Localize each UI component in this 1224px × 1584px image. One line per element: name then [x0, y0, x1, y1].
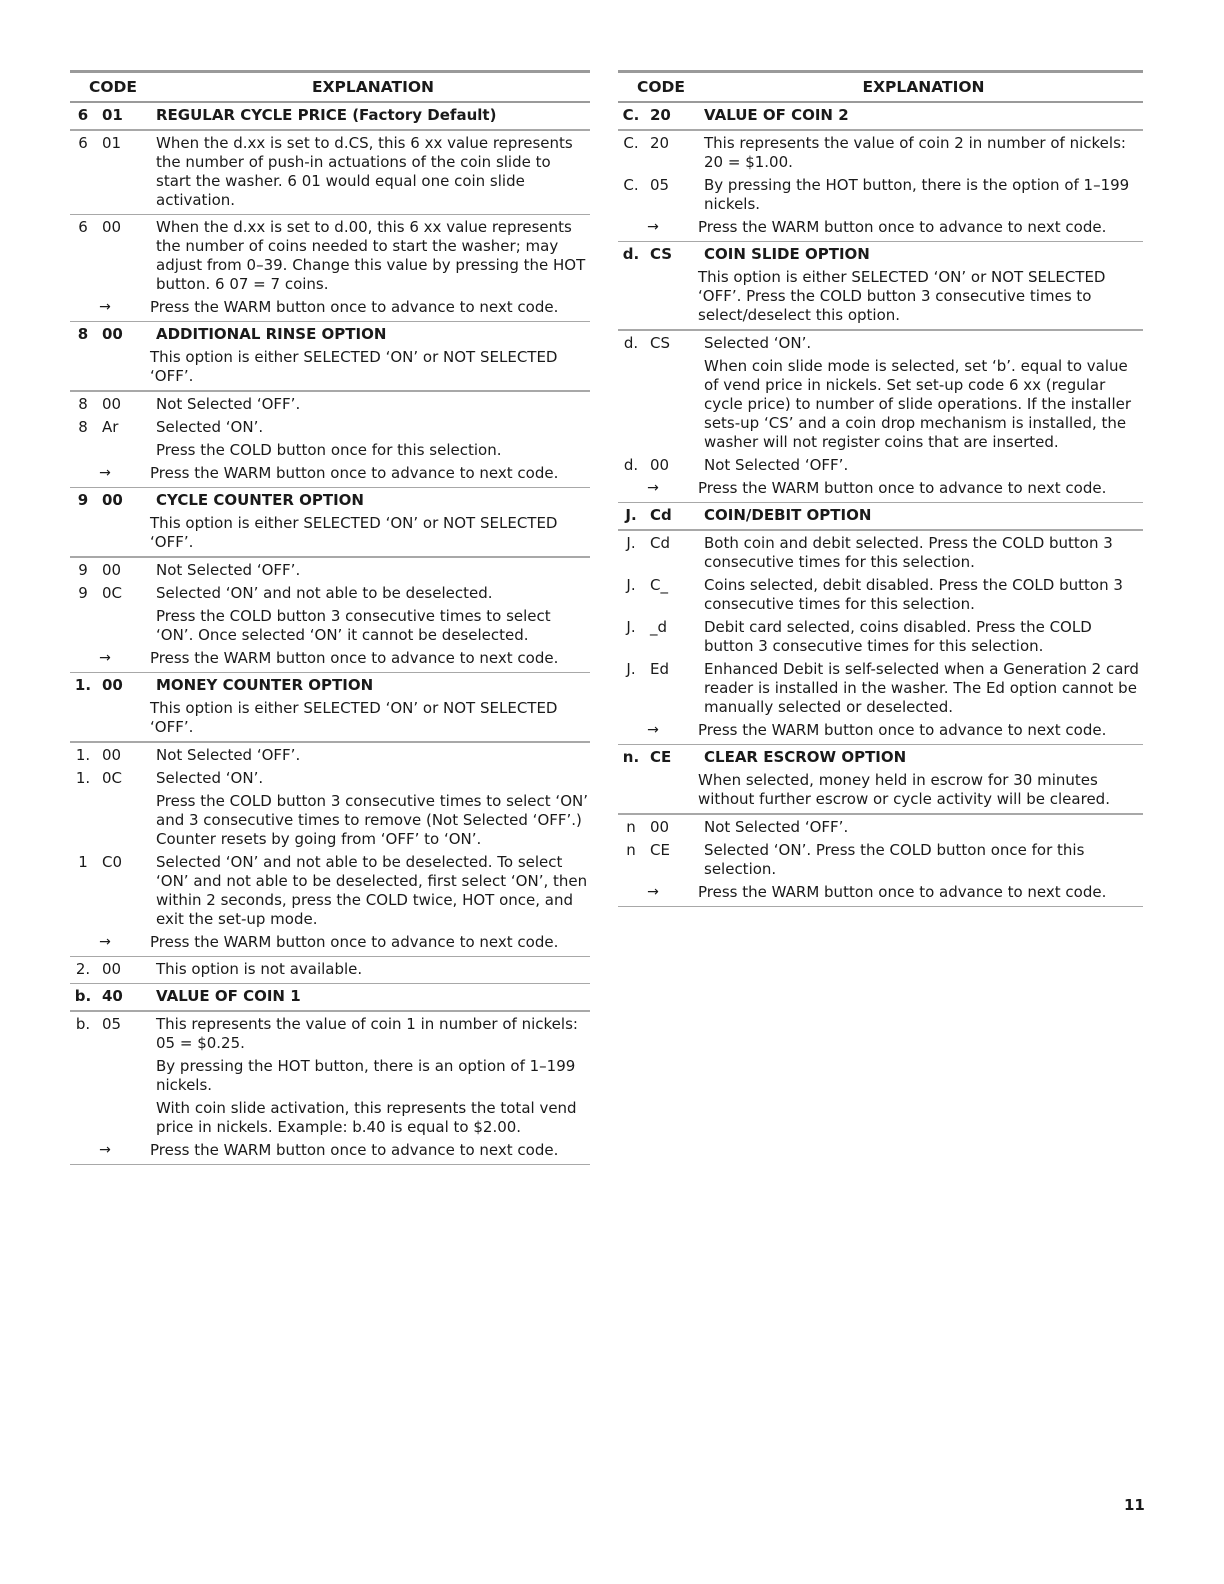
option-section — [70, 491, 590, 558]
code-row — [70, 561, 590, 580]
code-value: Ar — [102, 418, 119, 436]
code-row — [618, 576, 1143, 614]
advance-row — [70, 464, 590, 483]
advance-instruction: Press the WARM button once to advance to next code. — [150, 464, 559, 482]
code-explanation: This represents the value of coin 1 in number of nickels: 05 = $0.25. — [156, 1015, 578, 1052]
section-title-row — [70, 491, 590, 510]
option-section — [618, 245, 1143, 331]
code-prefix: J. — [626, 618, 636, 636]
code-explanation: When the d.xx is set to d.00, this 6 xx value represents the number of coins needed to start the washer; may adjust from 0–39. Change this value by pressing the HOT button. 6 07 = 7 coins. — [156, 218, 586, 293]
code-explanation: With coin slide activation, this represents the total vend price in nickels. Example: b.40 is equal to $2.00. — [156, 1099, 577, 1136]
section-title-row — [618, 506, 1143, 525]
option-description: This option is either SELECTED ‘ON’ or NOT SELECTED ‘OFF’. — [150, 514, 558, 551]
advance-row — [70, 649, 590, 668]
code-explanation: Press the COLD button once for this selection. — [156, 441, 502, 459]
code-row — [70, 418, 590, 437]
option-title: MONEY COUNTER OPTION — [156, 676, 374, 694]
code-prefix: n — [626, 841, 636, 859]
code-header: CODE — [636, 78, 685, 96]
code-value: CS — [650, 334, 670, 352]
section-title-row — [70, 676, 590, 695]
code-value: 00 — [102, 491, 123, 509]
code-group — [70, 218, 590, 322]
code-prefix — [70, 1057, 96, 1095]
code-row — [618, 660, 1143, 717]
code-row — [70, 792, 590, 849]
code-prefix: b. — [74, 987, 92, 1005]
advance-row — [70, 298, 590, 317]
option-description: This option is either SELECTED ‘ON’ or NOT SELECTED ‘OFF’. — [150, 348, 558, 385]
code-group — [618, 134, 1143, 242]
code-row — [70, 746, 590, 765]
advance-instruction: Press the WARM button once to advance to next code. — [698, 883, 1107, 901]
code-prefix: J. — [625, 506, 637, 524]
code-value: 01 — [102, 106, 123, 124]
code-prefix: 1 — [78, 853, 88, 871]
code-group — [70, 395, 590, 488]
code-explanation: By pressing the HOT button, there is the option of 1–199 nickels. — [704, 176, 1130, 213]
code-prefix — [70, 607, 96, 645]
code-prefix — [618, 357, 644, 452]
option-section — [618, 506, 1143, 531]
code-row — [70, 218, 590, 294]
code-explanation: Both coin and debit selected. Press the COLD button 3 consecutive times for this selection. — [704, 534, 1113, 571]
left-code-table — [70, 70, 590, 1165]
code-prefix: 6 — [77, 106, 89, 124]
advance-instruction: Press the WARM button once to advance to next code. — [150, 933, 559, 951]
option-description: This option is either SELECTED ‘ON’ or NOT SELECTED ‘OFF’. Press the COLD button 3 consecutive times to select/deselect this option. — [698, 268, 1106, 324]
table-header — [70, 70, 590, 103]
code-explanation: When coin slide mode is selected, set ‘b’. equal to value of vend price in nickels. Set set-up code 6 xx (regular cycle price) to number of slide operations. If the installer sets-up ‘CS’ and a coin drop mechanism is installed, the washer will not register coins that are inserted. — [704, 357, 1132, 451]
option-section — [70, 676, 590, 743]
code-row — [618, 618, 1143, 656]
code-explanation: Selected ‘ON’. Press the COLD button once for this selection. — [704, 841, 1085, 878]
code-explanation: This option is not available. — [156, 960, 363, 978]
code-value: C_ — [650, 576, 668, 594]
code-value — [96, 1057, 146, 1095]
code-value: 00 — [102, 395, 122, 413]
option-title: ADDITIONAL RINSE OPTION — [156, 325, 387, 343]
code-row — [70, 1099, 590, 1137]
code-row — [70, 1015, 590, 1053]
code-prefix: n — [626, 818, 636, 836]
code-explanation: By pressing the HOT button, there is an option of 1–199 nickels. — [156, 1057, 576, 1094]
explanation-header: EXPLANATION — [862, 78, 985, 96]
code-row — [70, 960, 590, 979]
arrow-icon: → — [99, 465, 111, 481]
code-value: CE — [650, 748, 672, 766]
option-description-row — [70, 699, 590, 737]
arrow-icon: → — [647, 480, 659, 496]
code-value: 00 — [102, 561, 122, 579]
code-value: 05 — [650, 176, 670, 194]
option-section — [618, 748, 1143, 815]
code-prefix: 9 — [77, 491, 89, 509]
code-prefix: 8 — [77, 325, 89, 343]
code-header: CODE — [88, 78, 137, 96]
code-prefix: 2. — [75, 960, 91, 978]
advance-instruction: Press the WARM button once to advance to next code. — [698, 218, 1107, 236]
option-title: VALUE OF COIN 2 — [704, 106, 849, 124]
code-value: CS — [650, 245, 673, 263]
code-row — [70, 769, 590, 788]
code-explanation: Selected ‘ON’. — [156, 418, 264, 436]
code-prefix: 1. — [75, 769, 91, 787]
code-prefix: C. — [622, 106, 640, 124]
code-value: 20 — [650, 134, 670, 152]
code-prefix: n. — [622, 748, 640, 766]
code-explanation: Selected ‘ON’ and not able to be deselected. — [156, 584, 493, 602]
option-title: COIN SLIDE OPTION — [704, 245, 870, 263]
code-row — [618, 357, 1143, 452]
code-group — [618, 334, 1143, 503]
code-value: 00 — [102, 218, 122, 236]
code-value — [96, 792, 146, 849]
code-row — [618, 841, 1143, 879]
code-prefix: J. — [626, 534, 636, 552]
option-section — [618, 106, 1143, 131]
code-value: 0C — [102, 584, 123, 602]
option-title: VALUE OF COIN 1 — [156, 987, 301, 1005]
code-prefix — [70, 792, 96, 849]
code-value: 00 — [650, 456, 670, 474]
section-title-row — [70, 987, 590, 1006]
code-group — [618, 534, 1143, 745]
code-value: 00 — [102, 325, 123, 343]
arrow-icon: → — [647, 219, 659, 235]
code-prefix — [70, 1099, 96, 1137]
code-value: Ed — [650, 660, 669, 678]
code-prefix: d. — [622, 245, 640, 263]
option-title: REGULAR CYCLE PRICE (Factory Default) — [156, 106, 497, 124]
advance-instruction: Press the WARM button once to advance to next code. — [150, 649, 559, 667]
option-title: COIN/DEBIT OPTION — [704, 506, 872, 524]
code-value: Cd — [650, 506, 672, 524]
code-row — [618, 176, 1143, 214]
code-explanation: Press the COLD button 3 consecutive times to select ‘ON’. Once selected ‘ON’ it cannot be deselected. — [156, 607, 551, 644]
spacer — [70, 699, 140, 737]
code-value: 0C — [102, 769, 123, 787]
code-explanation: Enhanced Debit is self-selected when a Generation 2 card reader is installed in the washer. The Ed option cannot be manually selected or deselected. — [704, 660, 1139, 716]
option-section — [70, 106, 590, 131]
arrow-icon: → — [99, 299, 111, 315]
section-title-row — [618, 245, 1143, 264]
arrow-icon: → — [647, 884, 659, 900]
code-explanation: Selected ‘ON’. — [704, 334, 812, 352]
advance-instruction: Press the WARM button once to advance to next code. — [698, 721, 1107, 739]
advance-row — [70, 1141, 590, 1160]
code-explanation: This represents the value of coin 2 in number of nickels: 20 = $1.00. — [704, 134, 1126, 171]
arrow-icon: → — [647, 722, 659, 738]
code-prefix: 1. — [74, 676, 92, 694]
code-prefix: 9 — [78, 561, 88, 579]
page-number: 11 — [1124, 1496, 1145, 1514]
code-prefix: C. — [623, 134, 639, 152]
code-group — [70, 1015, 590, 1165]
code-explanation: Press the COLD button 3 consecutive times to select ‘ON’ and 3 consecutive times to remove (Not Selected ‘OFF’.) Counter resets by going from ‘OFF’ to ‘ON’. — [156, 792, 588, 848]
code-prefix: 9 — [78, 584, 88, 602]
code-explanation: Not Selected ‘OFF’. — [156, 561, 301, 579]
advance-instruction: Press the WARM button once to advance to next code. — [150, 298, 559, 316]
code-value — [96, 607, 146, 645]
code-prefix: 8 — [78, 395, 88, 413]
code-row — [618, 134, 1143, 172]
advance-row — [618, 479, 1143, 498]
code-explanation: Not Selected ‘OFF’. — [156, 395, 301, 413]
code-value: 20 — [650, 106, 671, 124]
code-row — [70, 134, 590, 210]
code-prefix: J. — [626, 576, 636, 594]
code-row — [618, 818, 1143, 837]
table-header — [618, 70, 1143, 103]
code-prefix: d. — [623, 456, 639, 474]
arrow-icon: → — [99, 650, 111, 666]
section-title-row — [618, 106, 1143, 125]
option-section — [70, 987, 590, 1012]
code-row — [70, 395, 590, 414]
code-prefix: b. — [75, 1015, 91, 1033]
code-prefix: J. — [626, 660, 636, 678]
code-value: 05 — [102, 1015, 122, 1033]
code-prefix: C. — [623, 176, 639, 194]
option-description: This option is either SELECTED ‘ON’ or NOT SELECTED ‘OFF’. — [150, 699, 558, 736]
code-prefix: 6 — [78, 218, 88, 236]
spacer — [70, 514, 140, 552]
code-value — [644, 357, 694, 452]
section-title-row — [70, 106, 590, 125]
option-description-row — [618, 268, 1143, 325]
option-title: CLEAR ESCROW OPTION — [704, 748, 907, 766]
code-explanation: Debit card selected, coins disabled. Press the COLD button 3 consecutive times for this selection. — [704, 618, 1092, 655]
code-explanation: Not Selected ‘OFF’. — [156, 746, 301, 764]
code-value — [96, 441, 146, 460]
code-prefix: d. — [623, 334, 639, 352]
code-prefix: 1. — [75, 746, 91, 764]
code-prefix: 6 — [78, 134, 88, 152]
option-description: When selected, money held in escrow for 30 minutes without further escrow or cycle activity will be cleared. — [698, 771, 1110, 808]
code-group — [70, 134, 590, 215]
code-explanation: When the d.xx is set to d.CS, this 6 xx value represents the number of push-in actuations of the coin slide to start the washer. 6 01 would equal one coin slide activation. — [156, 134, 573, 209]
code-row — [618, 334, 1143, 353]
option-description-row — [70, 514, 590, 552]
advance-row — [618, 218, 1143, 237]
advance-instruction: Press the WARM button once to advance to next code. — [150, 1141, 559, 1159]
advance-row — [618, 721, 1143, 740]
code-explanation: Selected ‘ON’. — [156, 769, 264, 787]
section-title-row — [70, 325, 590, 344]
code-value: 40 — [102, 987, 123, 1005]
code-explanation: Not Selected ‘OFF’. — [704, 456, 849, 474]
code-row — [618, 534, 1143, 572]
code-group — [618, 818, 1143, 907]
code-prefix — [70, 441, 96, 460]
explanation-header: EXPLANATION — [311, 78, 435, 96]
spacer — [70, 348, 140, 386]
code-group — [70, 746, 590, 957]
spacer — [618, 268, 688, 325]
code-explanation: Not Selected ‘OFF’. — [704, 818, 849, 836]
code-row — [70, 584, 590, 603]
code-value: _d — [650, 618, 668, 636]
code-group — [70, 960, 590, 984]
code-explanation: Selected ‘ON’ and not able to be deselected. To select ‘ON’ and not able to be deselected, first select ‘ON’, then within 2 seconds, press the COLD twice, HOT once, and exit the set-up mode. — [156, 853, 588, 928]
code-prefix: 8 — [78, 418, 88, 436]
advance-row — [70, 933, 590, 952]
code-value: 01 — [102, 134, 122, 152]
option-title: CYCLE COUNTER OPTION — [156, 491, 364, 509]
code-row — [70, 853, 590, 929]
section-title-row — [618, 748, 1143, 767]
advance-row — [618, 883, 1143, 902]
code-row — [70, 607, 590, 645]
code-value: 00 — [102, 746, 122, 764]
code-value: 00 — [102, 676, 123, 694]
code-row — [618, 456, 1143, 475]
advance-instruction: Press the WARM button once to advance to next code. — [698, 479, 1107, 497]
code-row — [70, 441, 590, 460]
option-description-row — [618, 771, 1143, 809]
code-explanation: Coins selected, debit disabled. Press the COLD button 3 consecutive times for this selection. — [704, 576, 1123, 613]
code-value: Cd — [650, 534, 670, 552]
right-code-table — [618, 70, 1143, 907]
option-section — [70, 325, 590, 392]
spacer — [618, 771, 688, 809]
code-value: 00 — [102, 960, 122, 978]
arrow-icon: → — [99, 1142, 111, 1158]
code-row — [70, 1057, 590, 1095]
code-value: CE — [650, 841, 670, 859]
code-group — [70, 561, 590, 673]
code-value: C0 — [102, 853, 123, 871]
code-value: 00 — [650, 818, 670, 836]
option-description-row — [70, 348, 590, 386]
code-value — [96, 1099, 146, 1137]
arrow-icon: → — [99, 934, 111, 950]
